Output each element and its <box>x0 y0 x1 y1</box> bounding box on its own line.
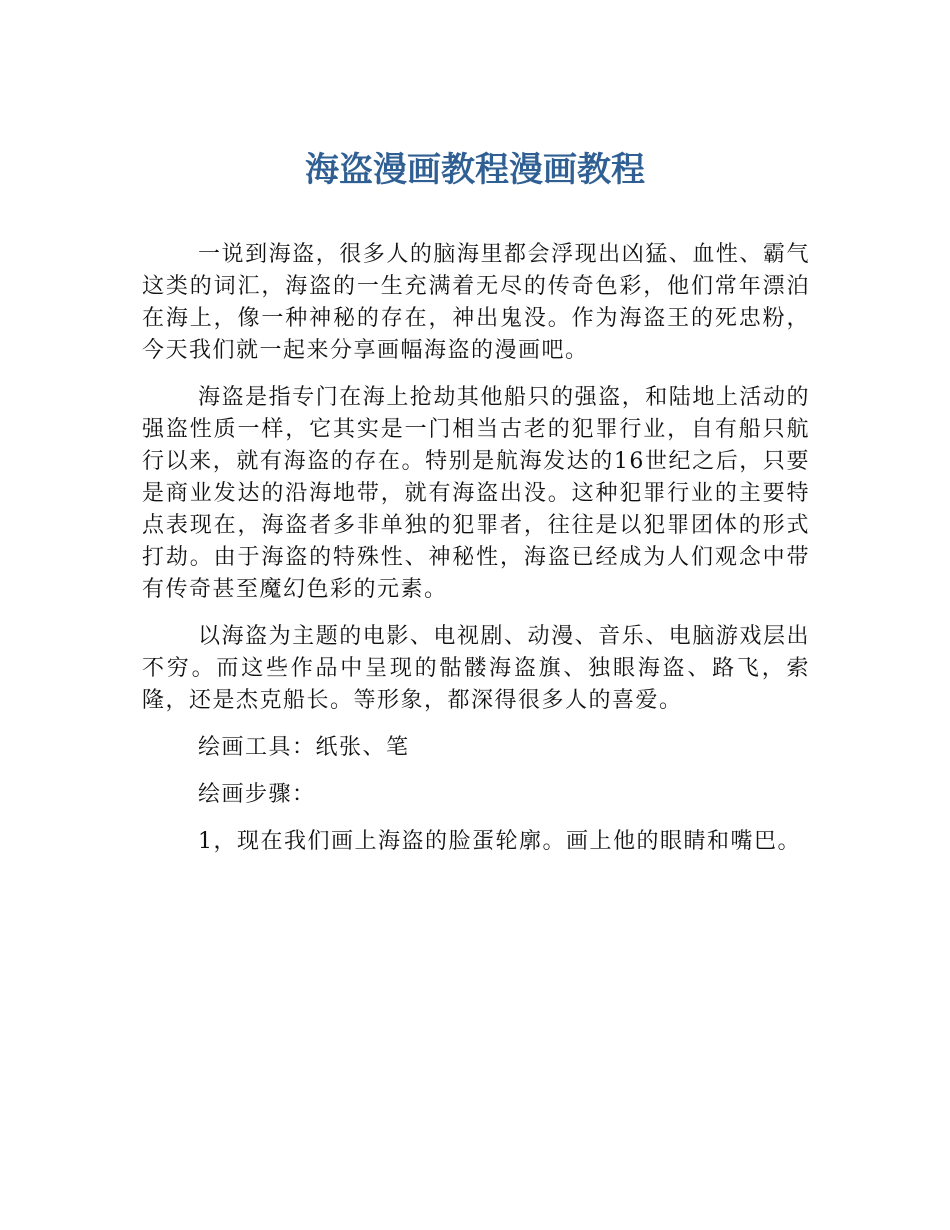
paragraph-drawing-steps-heading: 绘画步骤： <box>198 782 316 807</box>
paragraph-intro: 一说到海盗，很多人的脑海里都会浮现出凶猛、血性、霸气这类的词汇，海盗的一生充满着无尽的传奇色彩，他们常年漂泊在海上，像一种神秘的存在，神出鬼没。作为海盗王的死忠粉，今天我们就一起来分享画幅海盗的漫画吧。 <box>142 242 810 363</box>
paragraph-pirate-definition: 海盗是指专门在海上抢劫其他船只的强盗，和陆地上活动的强盗性质一样，它其实是一门相当古老的犯罪行业，自有船只航行以来，就有海盗的存在。特别是航海发达的16世纪之后，只要是商业发达的沿海地带，就有海盗出没。这种犯罪行业的主要特点表现在，海盗者多非单独的犯罪者，往往是以犯罪团体的形式打劫。由于海盗的特殊性、神秘性，海盗已经成为人们观念中带有传奇甚至魔幻色彩的元素。 <box>142 385 810 602</box>
paragraph-pirate-culture: 以海盗为主题的电影、电视剧、动漫、音乐、电脑游戏层出不穷。而这些作品中呈现的骷髅海盗旗、独眼海盗、路飞，索隆，还是杰克船长。等形象，都深得很多人的喜爱。 <box>142 624 810 713</box>
paragraph-step-1: 1，现在我们画上海盗的脸蛋轮廓。画上他的眼睛和嘴巴。 <box>198 829 801 854</box>
document-body <box>142 239 810 873</box>
paragraph-drawing-tools: 绘画工具：纸张、笔 <box>198 735 410 760</box>
document-title: 海盗漫画教程漫画教程 <box>305 150 645 190</box>
